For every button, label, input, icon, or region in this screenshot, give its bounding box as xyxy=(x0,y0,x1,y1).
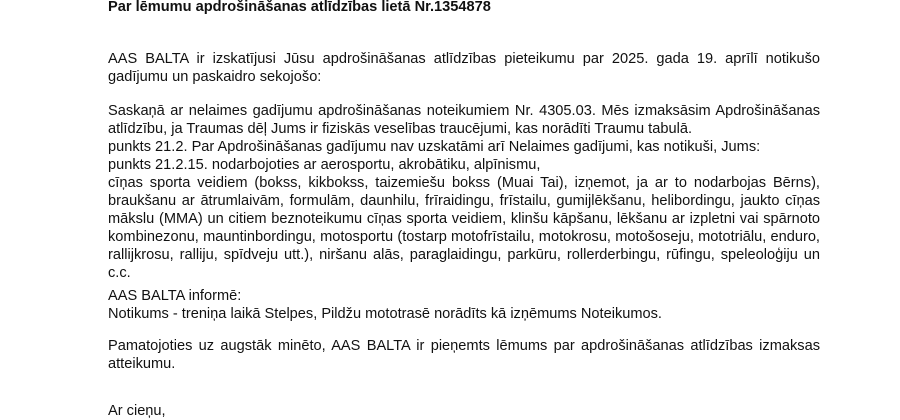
decision-paragraph xyxy=(108,337,820,373)
informs-paragraph xyxy=(108,287,820,323)
informs-line: Notikums - treniņa laikā Stelpes, Pildžu mototrasē norādīts kā izņēmums Noteikumos. xyxy=(108,306,662,322)
terms-line: c.c. xyxy=(108,265,131,281)
closing-text: Ar cieņu, xyxy=(108,403,166,419)
terms-line: atlīdzību, ja Traumas dēļ Jums ir fiziskās veselības traucējumi, kas norādīti Traumu tabulā. xyxy=(108,121,692,137)
terms-line: braukšanu ar ātrumlaivām, formulām, daunhilu, frīraidingu, frīstailu, gumijlēkšanu, helibordingu, jaukto cīņas xyxy=(108,193,820,209)
terms-line: cīņas sporta veidiem (bokss, kikbokss, taizemiešu bokss (Muai Tai), izņemot, ja ar to nodarbojas Bērns), xyxy=(108,175,820,191)
document-title: Par lēmumu apdrošināšanas atlīdzības lietā Nr.1354878 xyxy=(108,0,491,15)
terms-line: kombinezonu, mauntinbordingu, motosportu (tostarp motofrīstailu, motokrosu, motošoseju, mototriālu, enduro, xyxy=(108,229,820,245)
terms-line: mākslu (MMA) un citiem beznoteikumu cīņas sporta veidiem, klinšu kāpšanu, lēkšanu ar izpletni vai spārnoto xyxy=(108,211,820,227)
terms-line: punkts 21.2.15. nodarbojoties ar aerosportu, akrobātiku, alpīnismu, xyxy=(108,157,541,173)
decision-line: atteikumu. xyxy=(108,356,176,372)
terms-line: punkts 21.2. Par Apdrošināšanas gadījumu nav uzskatāmi arī Nelaimes gadījumi, kas notikuši, Jums: xyxy=(108,139,761,155)
terms-line: rallijkrosu, ralliju, spīdveju utt.), niršanu alās, paraglaidingu, parkūru, rollerderbingu, rūfingu, speleoloģiju un xyxy=(108,247,820,263)
intro-line: gadījumu un paskaidro sekojošo: xyxy=(108,69,322,85)
intro-line: AAS BALTA ir izskatījusi Jūsu apdrošināšanas atlīdzības pieteikumu par 2025. gada 19. aprīlī notikušo xyxy=(108,51,820,67)
decision-line: Pamatojoties uz augstāk minēto, AAS BALTA ir pieņemts lēmums par apdrošināšanas atlīdzības izmaksas xyxy=(108,338,820,354)
informs-heading: AAS BALTA informē: xyxy=(108,288,242,304)
terms-paragraph xyxy=(108,102,820,282)
terms-line: Saskaņā ar nelaimes gadījumu apdrošināšanas noteikumiem Nr. 4305.03. Mēs izmaksāsim Apdrošināšanas xyxy=(108,103,820,119)
intro-paragraph xyxy=(108,50,820,86)
